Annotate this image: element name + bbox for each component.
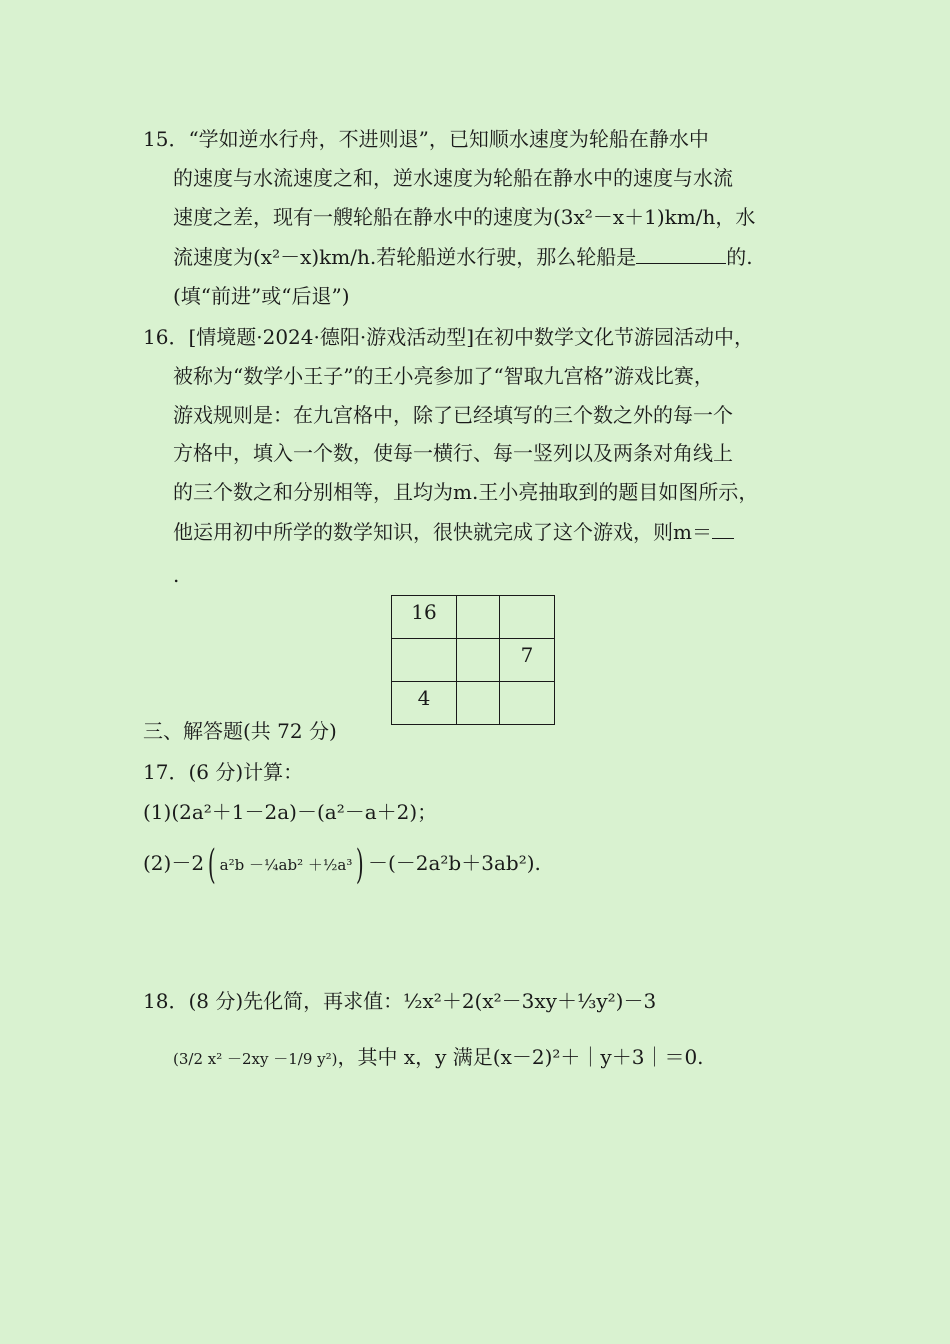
question-15-line2: 的速度与水流速度之和，逆水速度为轮船在静水中的速度与水流 [173,166,733,190]
question-16-line5: 的三个数之和分别相等，且均为m.王小亮抽取到的题目如图所示， [173,480,759,504]
grid-row [392,596,555,639]
expression: ½x²＋2(x²－3xy＋⅓y²)－3 [403,989,657,1013]
question-18-line1: 18．(8 分)先化简，再求值：½x²＋2(x²－3xy＋⅓y²)－3 [143,989,657,1013]
question-16-line7: . [173,563,180,587]
question-16-line2: 被称为“数学小王子”的王小亮参加了“智取九宫格”游戏比赛， [173,364,714,388]
question-15-line3: 速度之差，现有一艘轮船在静水中的速度为(3x²－x＋1)km/h，水 [173,205,756,229]
question-17-part2: (2)－2( a²b －¼ab² ＋½a³) －(－2a²b＋3ab²). [143,841,541,888]
question-16-line6: 他运用初中所学的数学知识，很快就完成了这个游戏，则m＝ [173,516,734,547]
grid-cell: 7 [500,639,555,682]
section-heading: 三、解答题(共 72 分) [143,719,337,743]
grid-cell [457,682,500,725]
answer-blank[interactable] [636,241,726,264]
grid-cell [392,639,457,682]
question-15-line1: 15．“学如逆水行舟，不进则退”，已知顺水速度为轮船在静水中 [143,127,709,151]
question-15-hint: (填“前进”或“后退”) [173,284,350,308]
grid-row [392,639,555,682]
grid-cell [457,639,500,682]
question-16-line4: 方格中，填入一个数，使每一横行、每一竖列以及两条对角线上 [173,441,733,465]
bracket-expression: (3/2 x² －2xy －1/9 y²) [173,1050,338,1068]
question-17-part1: (1)(2a²＋1－2a)－(a²－a＋2)； [143,800,438,824]
bracket-expression: a²b －¼ab² ＋½a³ [219,856,353,874]
right-paren: ) [356,841,365,888]
grid-cell [457,596,500,639]
grid-cell [500,682,555,725]
question-17-title: 17．(6 分)计算： [143,760,304,784]
question-number: 15． [143,127,189,151]
question-16-line1: 16．[情境题·2024·德阳·游戏活动型]在初中数学文化节游园活动中， [143,325,755,349]
left-paren: ( [207,841,216,888]
grid-cell [500,596,555,639]
question-16-line3: 游戏规则是：在九宫格中，除了已经填写的三个数之外的每一个 [173,403,733,427]
question-18-line2: (3/2 x² －2xy －1/9 y²)，其中 x，y 满足(x－2)²＋｜y＋3｜＝0. [173,1045,704,1069]
grid-cell: 4 [392,682,457,725]
question-15-line4: 流速度为(x²－x)km/h.若轮船逆水行驶，那么轮船是 的. [173,241,753,272]
answer-blank[interactable] [712,516,734,539]
grid-row [392,682,555,725]
nine-square-grid [391,595,555,725]
question-number: 16． [143,325,189,349]
grid-cell: 16 [392,596,457,639]
